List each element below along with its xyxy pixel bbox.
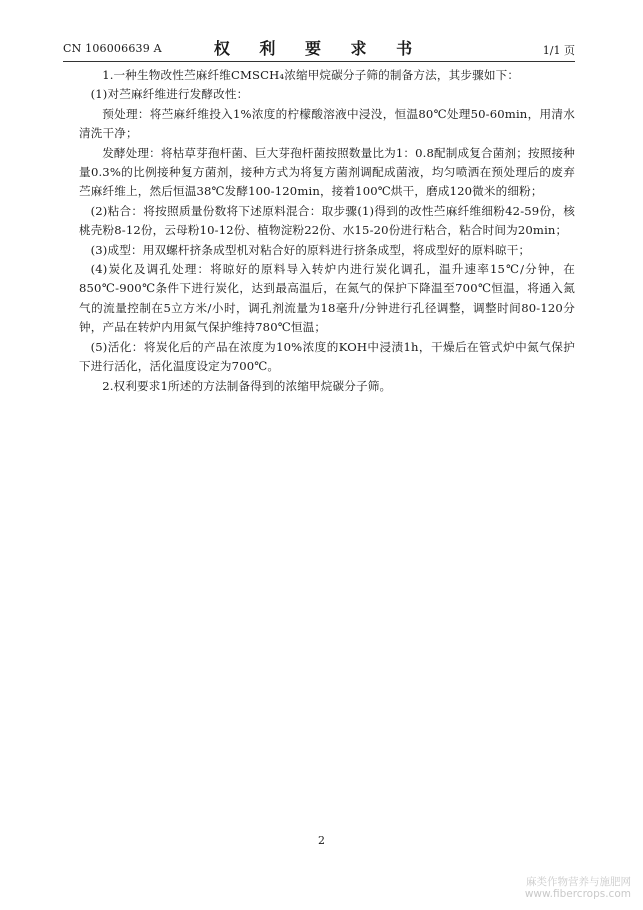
patent-number: CN 106006639 A xyxy=(63,42,162,55)
claim-1-step-1: (1)对苎麻纤维进行发酵改性： xyxy=(90,87,249,102)
watermark-url: www.fibercrops.com xyxy=(524,888,631,900)
claim-1-intro: 1.一种生物改性苎麻纤维CMSCH₄浓缩甲烷碳分子筛的制备方法，其步骤如下： xyxy=(102,68,520,82)
claims-body xyxy=(79,66,575,396)
site-watermark xyxy=(525,876,631,900)
page-number: 2 xyxy=(318,834,325,847)
page-count: 1/1 页 xyxy=(542,44,575,57)
header-divider xyxy=(63,61,575,62)
claim-1-fermentation: 发酵处理：将枯草芽孢杆菌、巨大芽孢杆菌按照数量比为1：0.8配制成复合菌剂；按照接种量0.3%的比例接种复方菌剂，接种方式为将复方菌剂调配成菌液，均匀喷洒在预处理后的废弃苎麻纤维上，然后恒温38℃发酵100-120min，接着100℃烘干，磨成120微米的细粉； xyxy=(79,145,575,199)
claim-1-step-4: (4)炭化及调孔处理：将晾好的原料导入转炉内进行炭化调孔，温升速率15℃/分钟，在850℃-900℃条件下进行炭化，达到最高温后，在氮气的保护下降温至700℃恒温，将通入氮气的流量控制在5立方米/小时，调孔剂流量为18毫升/分钟进行孔径调整，调整时间80-120分钟，产品在转炉内用氮气保护维持780℃恒温； xyxy=(79,262,575,335)
claim-1-step-2: (2)粘合：将按照质量份数将下述原料混合：取步骤(1)得到的改性苎麻纤维细粉42-59份，核桃壳粉8-12份，云母粉10-12份、植物淀粉22份、水15-20份进行粘合，粘合时间为20min； xyxy=(79,203,575,238)
claim-1-pretreatment: 预处理：将苎麻纤维投入1%浓度的柠檬酸溶液中浸没，恒温80℃处理50-60min，用清水清洗干净； xyxy=(79,106,575,141)
claim-2: 2.权利要求1所述的方法制备得到的浓缩甲烷碳分子筛。 xyxy=(102,378,392,393)
document-title: 权 利 要 求 书 xyxy=(213,39,425,58)
watermark-site-name: 麻类作物营养与施肥网 xyxy=(526,876,631,888)
claim-1-step-5: (5)活化：将炭化后的产品在浓度为10%浓度的KOH中浸渍1h，干燥后在管式炉中氮气保护下进行活化，活化温度设定为700℃。 xyxy=(79,339,575,374)
claim-1-step-3: (3)成型：用双螺杆挤条成型机对粘合好的原料进行挤条成型，将成型好的原料晾干； xyxy=(90,242,531,257)
page-header xyxy=(63,36,575,58)
